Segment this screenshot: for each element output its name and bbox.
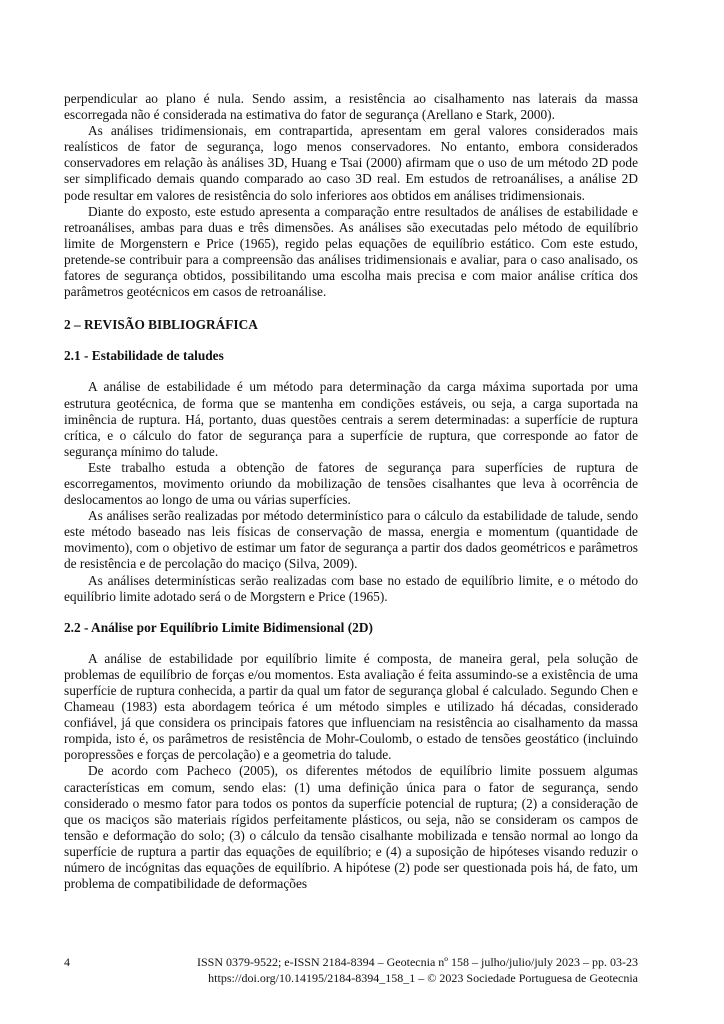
page-footer xyxy=(64,954,638,986)
paragraph: As análises determinísticas serão realizadas com base no estado de equilíbrio limite, e o método do equilíbrio limite adotado será o de Morgstern e Price (1965). xyxy=(64,572,638,604)
footer-issn-line: ISSN 0379-9522; e-ISSN 2184-8394 – Geotecnia nº 158 – julho/julio/july 2023 – pp. 03-23 xyxy=(196,955,638,969)
paragraph: A análise de estabilidade é um método para determinação da carga máxima suportada por uma estrutura geotécnica, de forma que se mantenha em condições estáveis, ou seja, a carga suportada na iminência de ruptura. Há, portanto, duas questões centrais a serem determinadas: a superfície de ruptura crítica, e o cálculo do fator de segurança para a superfície de ruptura, que corresponde ao fator de segurança mínimo do talude. xyxy=(64,379,638,459)
paragraph: Diante do exposto, este estudo apresenta a comparação entre resultados de análises de estabilidade e retroanálises, ambas para duas e três dimensões. As análises são executadas pelo método de equilíbrio limite de Morgenstern e Price (1965), regido pelas equações de equilíbrio estático. Com este estudo, pretende-se contribuir para a compreensão das análises tridimensionais e avaliar, para o caso analisado, os fatores de segurança obtidos, possibilitando uma escolha mais precisa e com maior análise crítica dos parâmetros geotécnicos em casos de retroanálise. xyxy=(64,203,638,300)
paragraph: De acordo com Pacheco (2005), os diferentes métodos de equilíbrio limite possuem algumas características em comum, sendo elas: (1) uma definição única para o fator de segurança, sendo considerado o mesmo fator para todos os pontos da superfície potencial de ruptura; (2) a consideração de que os maciços são materiais rígidos perfeitamente plásticos, ou seja, não se consideram os campos de tensão e deformação do solo; (3) o cálculo da tensão cisalhante mobilizada e tensão normal ao longo da superfície de ruptura a partir das equações de equilíbrio; e (4) a suposição de hipóteses visando reduzir o número de incógnitas das equações de equilíbrio. A hipótese (2) pode ser questionada pois há, de fato, um problema de compatibilidade de deformações xyxy=(64,763,638,892)
paragraph: As análises tridimensionais, em contrapartida, apresentam em geral valores considerados mais realísticos de fator de segurança, logo menos conservadores. No entanto, embora considerados conservadores em relação às análises 3D, Huang e Tsai (2000) afirmam que o uso de um método 2D pode ser simplificado demais quando comparado ao caso 3D real. Em estudos de retroanálises, a análise 2D pode resultar em valores de resistência do solo inferiores aos obtidos em análises tridimensionais. xyxy=(64,123,638,203)
footer-doi-line: https://doi.org/10.14195/2184-8394_158_1 – © 2023 Sociedade Portuguesa de Geotecnia xyxy=(208,971,638,985)
section-heading-2: 2 – REVISÃO BIBLIOGRÁFICA xyxy=(64,317,258,333)
page-body xyxy=(64,91,638,892)
footer-citation xyxy=(64,954,638,986)
section-heading-2-2: 2.2 - Análise por Equilíbrio Limite Bidimensional (2D) xyxy=(64,619,373,635)
paragraph: Este trabalho estuda a obtenção de fatores de segurança para superfícies de ruptura de escorregamentos, movimento oriundo da mobilização de tensões cisalhantes que leva à ocorrência de deslocamentos ao longo de uma ou várias superfícies. xyxy=(64,459,638,508)
page-number: 4 xyxy=(64,955,70,969)
section-heading-2-1: 2.1 - Estabilidade de taludes xyxy=(64,348,224,364)
paragraph: A análise de estabilidade por equilíbrio limite é composta, de maneira geral, pela solução de problemas de equilíbrio de forças e/ou momentos. Esta avaliação é feita assumindo-se a existência de uma superfície de ruptura conhecida, a partir da qual um fator de segurança global é calculado. Segundo Chen e Chameau (1983) esta abordagem teórica é um método simples e utilizado há décadas, considerado confiável, já que considera os principais fatores que influenciam na resistência ao cisalhamento da massa rompida, isto é, os parâmetros de resistência de Mohr-Coulomb, o estado de tensões geostático (incluindo poropressões e forças de percolação) e a geometria do talude. xyxy=(64,650,638,763)
paragraph: As análises serão realizadas por método determinístico para o cálculo da estabilidade de talude, sendo este método baseado nas leis físicas de conservação de massa, energia e momentum (quantidade de movimento), com o objetivo de estimar um fator de segurança a partir dos dados geométricos e parâmetros de resistência e de percolação do maciço (Silva, 2009). xyxy=(64,508,638,572)
paragraph: perpendicular ao plano é nula. Sendo assim, a resistência ao cisalhamento nas laterais da massa escorregada não é considerada na estimativa do fator de segurança (Arellano e Stark, 2000). xyxy=(64,91,638,123)
